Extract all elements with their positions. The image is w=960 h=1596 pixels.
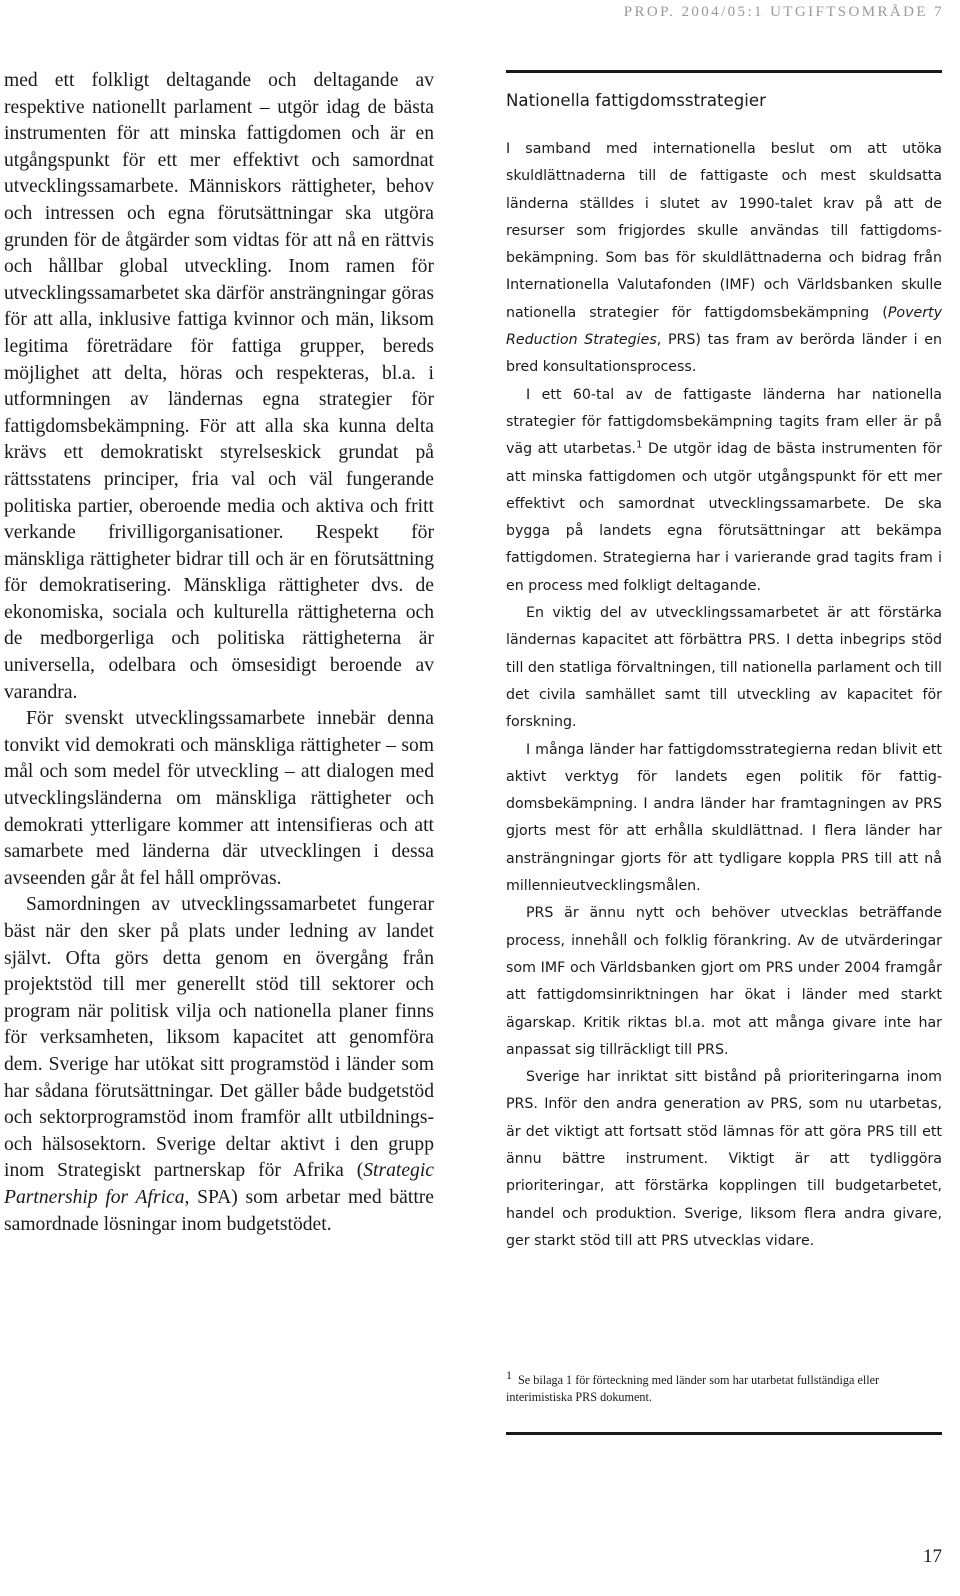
box-paragraph: PRS är ännu nytt och behöver utvecklas beträffande process, innehåll och folklig förankring. Av de utvärderingar som IMF och Världsbanken gjort om PRS under 2004 framgår att fattigdomsinriktningen har ökat i länder med starkt ägarskap. Kritik riktas bl.a. mot att många givare inte har anpassat sig tillräckligt till PRS. [506,905,942,1058]
body-paragraph: med ett folkligt deltagande och deltagande av respektive nationellt parlament – utgör idag de bästa instrumenten för att minska fattigdomen och är en utgångspunkt för ett mer effektivt och samordnat utvecklingssamarbete. Människors rättigheter, behov och intressen och egna förutsättningar ska utgöra grunden för de åtgärder som vidtas för att nå en rättvis och hållbar global utveckling. Inom ramen för utvecklingssamarbetet ska därför ansträngningar göras för att alla, inklusive fattiga kvinnor och män, liksom legitima företrädare för fattiga grupper, bereds möjlighet att delta, höras och respekteras, bl.a. i utformningen av ländernas egna strategier för fattigdomsbekämpning. För att alla ska kunna delta krävs ett demokratiskt styrelseskick grundat på rättsstatens principer, fria val och väl fungerande politiska partier, oberoende media och aktiva och fritt verkande frivilligorganisationer. Respekt för mänskliga rättigheter bidrar till och är en förutsättning för demokratisering. Mänskliga rättigheter dvs. de ekonomiska, sociala och kulturella rättigheterna och de medborgerliga och politiska rättigheterna är universella, odelbara och ömsesidigt beroende av varandra. [4,70,434,703]
italic-term: Poverty Reduction Strategies [506,304,942,349]
box-text: De utgör idag de bästa instrumenten för att minska fattigdomen och utgör utgångspunkt för ett mer effektivt och samordnat utvecklingssamarbete. De ska bygga på landets egna förutsättningar att bekämpa fattigdomen. Strategierna har i varierande grad tagits fram i en process med folkligt deltagande. [506,441,942,594]
box-paragraph: I många länder har fattigdomsstrategierna redan blivit ett aktivt verktyg för landets egen politik för fattigdomsbekämpning. I andra länder har framtagningen av PRS gjorts mest för att erhålla skuldlättnad. I flera länder har ansträngningar gjorts för att tydligare koppla PRS till att nå millennieutvecklingsmålen. [506,741,942,895]
box-heading: Nationella fattigdomsstrategier [506,91,766,110]
body-text: , SPA) som arbetar med bättre samordnade lösningar inom budgetstödet. [4,1186,434,1235]
box-paragraph [506,136,942,382]
box-text: I samband med internationella beslut om att utöka skuldlättnaderna till de fattigaste och mest skuldsatta länderna ställdes i slutet av 1990-talet krav på att de resurser som frigjordes skulle användas till fattigdomsbekämpning. Som bas för skuldlättnaderna och bidrag från Internationella Valutafonden (IMF) och Världsbanken skulle nationella strategier för fattigdomsbekämpning ( [506,141,942,321]
left-column [4,68,434,1238]
body-text: Samordningen av utvecklingssamarbetet fungerar bäst när den sker på plats under ledning av landet självt. Ofta görs detta genom en övergång från projektstöd till mer generellt stöd till sektorer och program när politisk vilja och nationella planer finns för verksamheten, liksom kapacitet att genomföra dem. Sverige har utökat sitt programstöd i länder som har sådana förutsättningar. Det gäller både budgetstöd och sektorprogramstöd inom framför allt utbildnings- och hälsosektorn. Sverige deltar aktivt i den grupp inom Strategiskt partnerskap för Afrika ( [4,894,434,1182]
running-header: PROP. 2004/05:1 UTGIFTSOMRÅDE 7 [623,4,944,20]
footnote-mark: 1 [506,1367,512,1382]
box-bottom-rule [506,1432,942,1435]
box-text: I ett 60-tal av de fattigaste länderna har nationella strategier för fattigdomsbekämpning tagits fram eller är på väg att utarbetas. [506,386,942,458]
box-top-rule [506,70,942,73]
body-paragraph: För svenskt utvecklingssamarbete innebär denna tonvikt vid demokrati och mänskliga rättigheter – som mål och som medel för utveckling – att dialogen med utvecklingsländerna om mänskliga rättigheter och demokrati ytterligare kommer att intensifieras och att samarbete med länderna där utvecklingen i dessa avseenden går åt fel håll omprövas. [4,708,434,889]
fact-box [506,70,942,1255]
italic-term: Strategic Partnership for Africa [4,1160,434,1208]
box-text: , PRS) tas fram av berörda länder i en bred konsultationsprocess. [506,332,943,376]
footnote [506,1367,942,1406]
footnote-reference[interactable]: 1 [636,439,643,451]
box-paragraph: Sverige har inriktat sitt bistånd på prioriteringarna inom PRS. Inför den andra generation av PRS, som nu utarbetas, är det viktigt att fortsatt stöd lämnas för att göra PRS till ett ännu bättre instrument. Viktigt är att tydliggöra prioriteringar, att förstärka kopplingen till budgetarbetet, handel och produktion. Sverige, liksom flera andra givare, ger starkt stöd till att PRS utvecklas vidare. [506,1069,942,1249]
body-paragraph [4,892,434,1238]
box-paragraph [506,382,942,600]
box-body [506,136,942,1255]
footnote-text: Se bilaga 1 för förteckning med länder som har utarbetat fullständiga eller interimistiska PRS dokument. [506,1373,880,1404]
box-paragraph: En viktig del av utvecklingssamarbetet är att förstärka ländernas kapacitet att förbättra PRS. I detta inbegrips stöd till den statliga förvaltningen, till nationella parlament och till det civila samhället samt till utveckling av kapacitet för forskning. [506,605,942,731]
page-number: 17 [923,1546,942,1567]
